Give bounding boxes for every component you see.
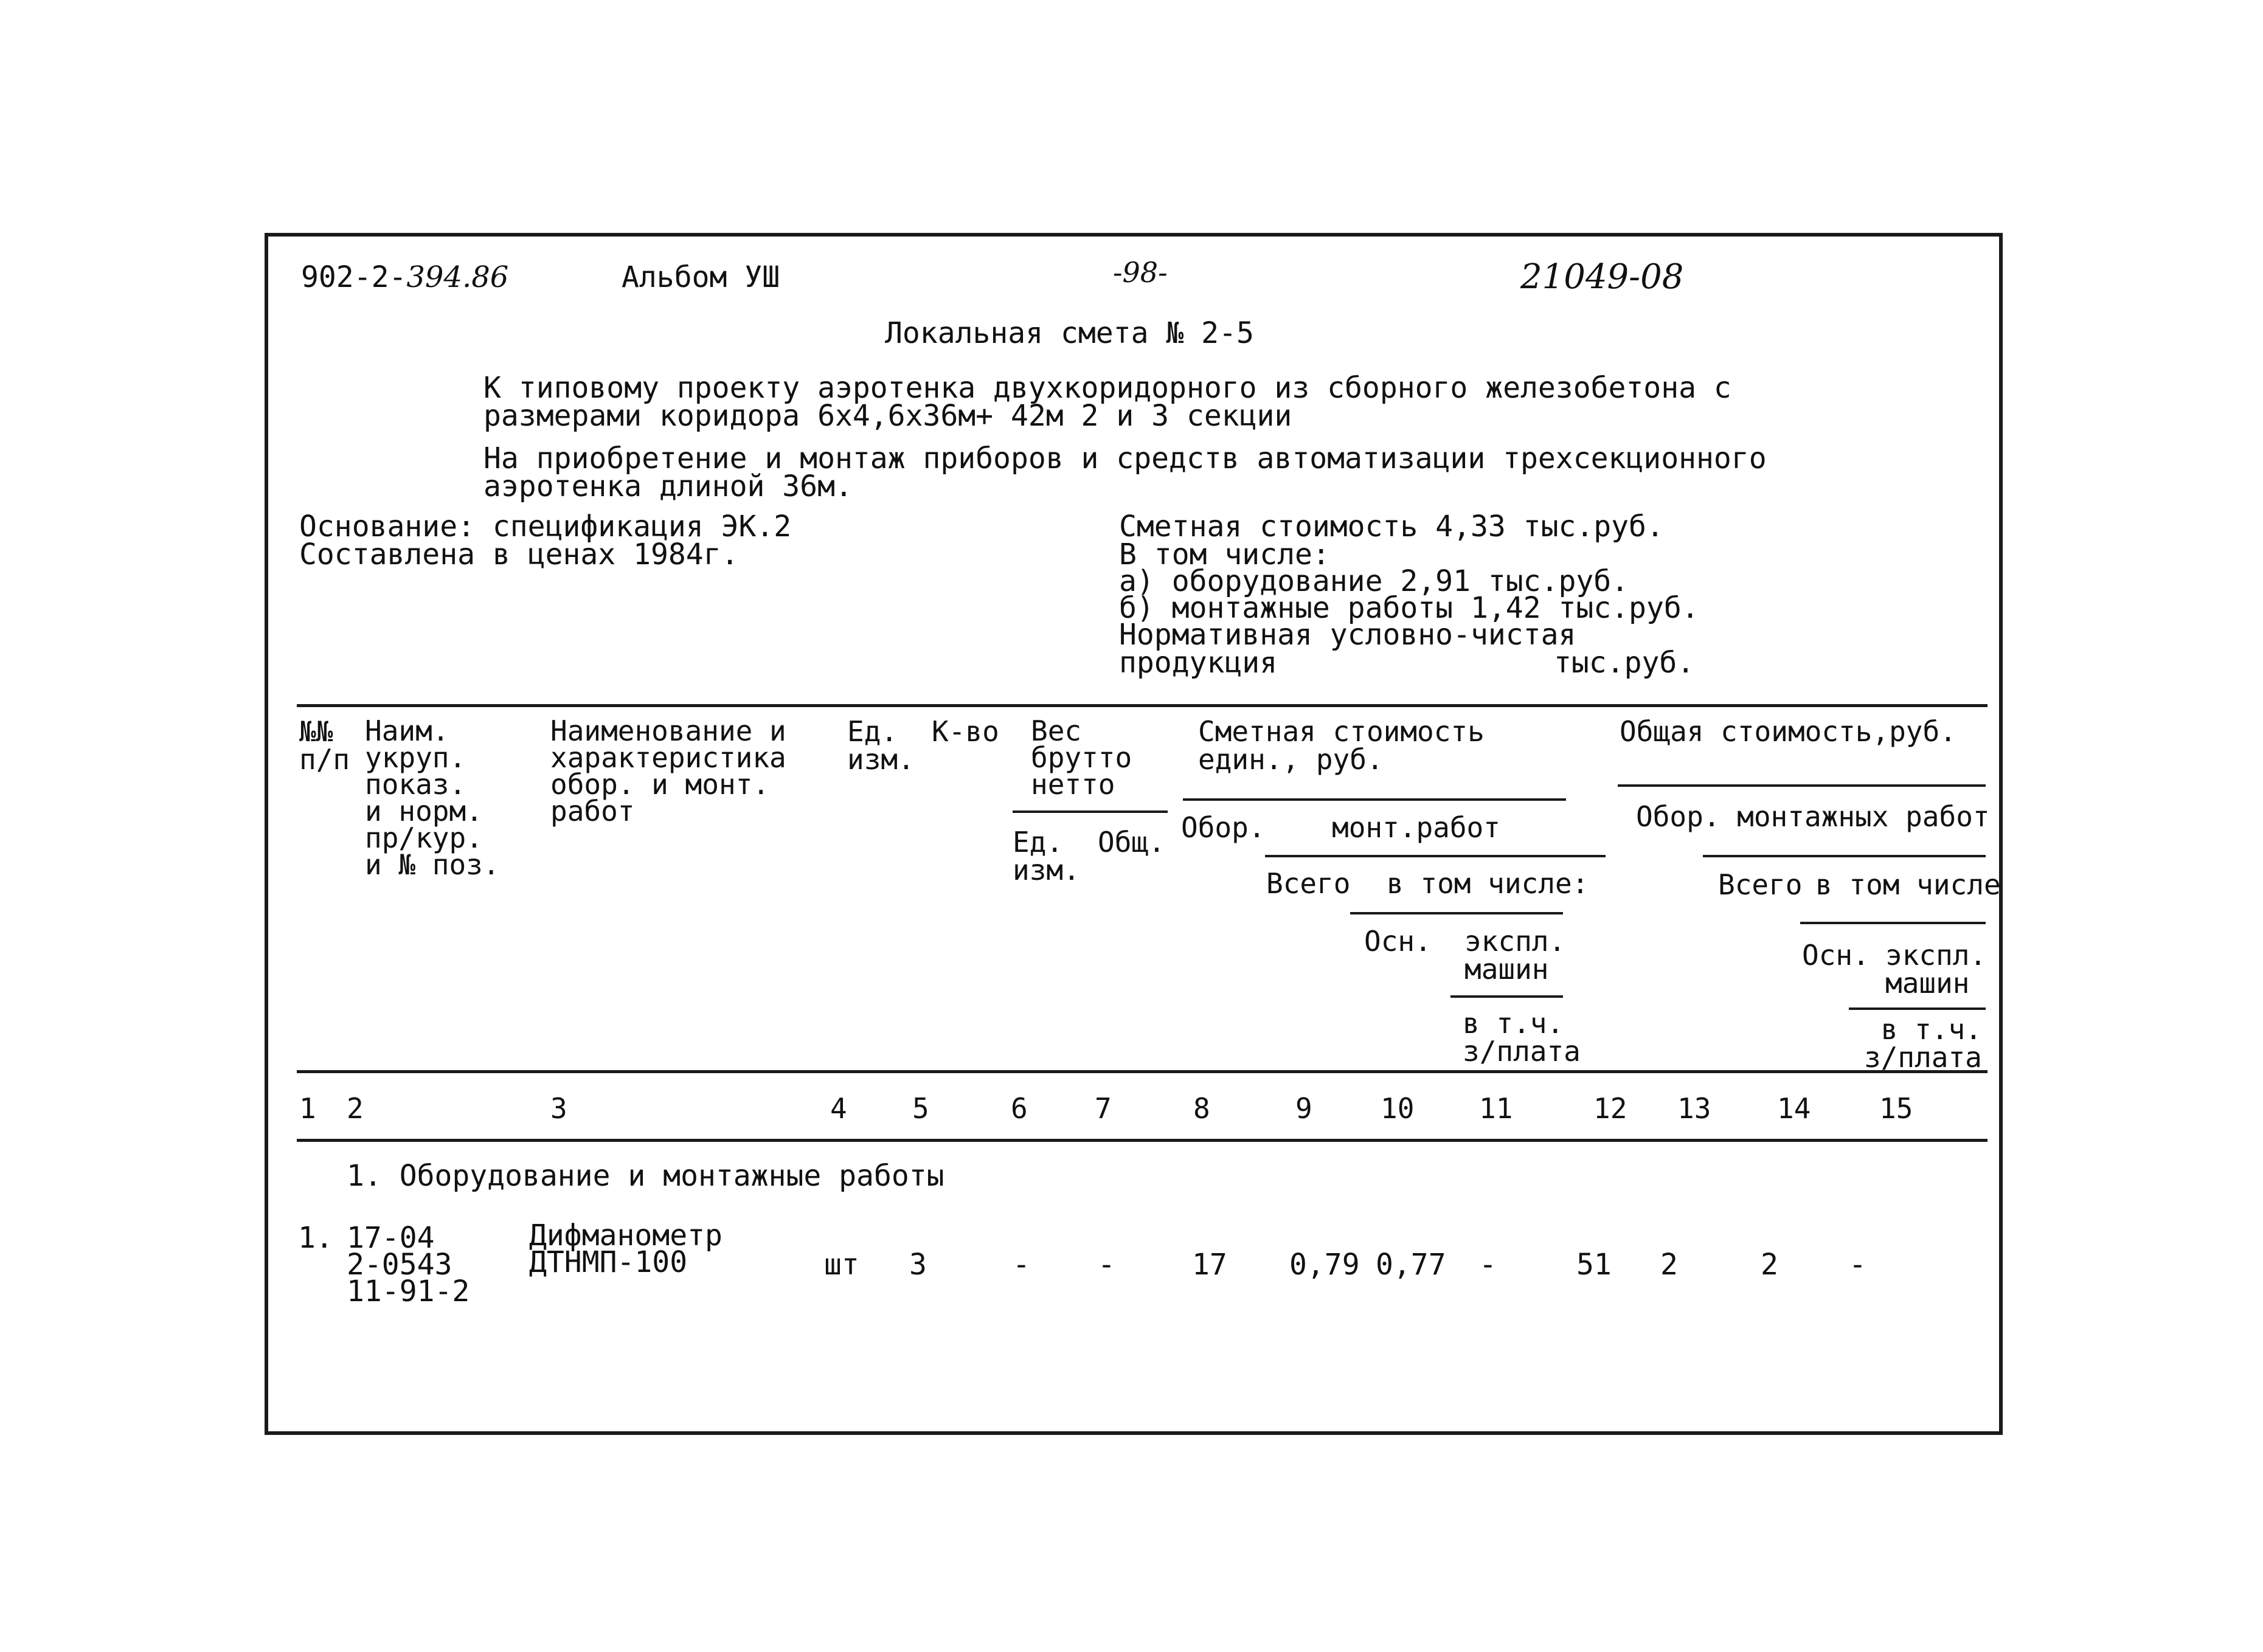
- rule-numbers-bottom: [297, 1139, 1987, 1142]
- header-col-4: Ед. изм.: [847, 715, 915, 776]
- colnum-15: 15: [1879, 1092, 1913, 1125]
- row-code-2: 2-0543: [347, 1248, 452, 1282]
- rule-total-incl: [1800, 922, 1986, 924]
- row-weight-total: -: [1098, 1248, 1115, 1282]
- subject-line-2: размерами коридора 6х4,6х36м+ 42м 2 и 3 секции: [483, 399, 1292, 433]
- document-code: [301, 260, 509, 294]
- rule-unit-incl: [1350, 912, 1563, 914]
- header-total-sub: Обор. монтажных работ: [1636, 800, 1990, 833]
- header-weight-total: Общ.: [1098, 826, 1165, 859]
- rule-unit-mount: [1265, 855, 1606, 857]
- cost-summary-4: б) монтажные работы 1,42 тыс.руб.: [1119, 591, 1699, 625]
- subject-line-1: К типовому проекту аэротенка двухкоридорного из сборного железобетона с: [483, 371, 1731, 405]
- header-total-cost: Общая стоимость,руб.: [1620, 715, 1956, 748]
- row-name-2: ДТНМП-100: [529, 1245, 688, 1279]
- row-col-13: 2: [1660, 1248, 1678, 1282]
- cost-summary-6b: тыс.руб.: [1554, 646, 1695, 680]
- row-col-14: 2: [1761, 1248, 1778, 1282]
- album-label: Альбом УШ: [622, 260, 780, 294]
- document-code-typed: 902-2-: [301, 260, 407, 294]
- colnum-7: 7: [1095, 1092, 1112, 1125]
- colnum-10: 10: [1381, 1092, 1415, 1125]
- section-title: 1. Оборудование и монтажные работы: [347, 1159, 944, 1193]
- row-col-15: -: [1849, 1248, 1866, 1282]
- rule-unit-mach: [1450, 995, 1563, 998]
- header-total-wage: в т.ч. з/плата: [1864, 1013, 1982, 1074]
- colnum-14: 14: [1777, 1092, 1811, 1125]
- subject-line-3: На приобретение и монтаж приборов и средств автоматизации трехсекционного: [483, 441, 1767, 475]
- header-col-3: Наименование и характеристика обор. и монт. работ: [550, 714, 786, 828]
- table-top-rule: [297, 704, 1987, 707]
- rule-total-mach: [1849, 1007, 1986, 1010]
- row-col-10: 0,77: [1376, 1248, 1446, 1282]
- colnum-1: 1: [299, 1092, 316, 1125]
- rule-unit-cost: [1183, 798, 1566, 801]
- basis-line-2: Составлена в ценах 1984г.: [299, 537, 739, 572]
- header-unit-mount: монт.работ: [1332, 811, 1500, 844]
- colnum-5: 5: [912, 1092, 929, 1125]
- header-unit-mach: экспл. машин: [1464, 925, 1566, 986]
- colnum-13: 13: [1677, 1092, 1711, 1125]
- header-total-total: Всего: [1718, 868, 1803, 901]
- colnum-2: 2: [347, 1092, 364, 1125]
- subject-line-4: аэротенка длиной 36м.: [483, 469, 853, 503]
- colnum-12: 12: [1593, 1092, 1627, 1125]
- colnum-8: 8: [1193, 1092, 1210, 1125]
- header-unit-cost: Сметная стоимость един., руб.: [1198, 715, 1485, 776]
- colnum-6: 6: [1011, 1092, 1028, 1125]
- header-unit-base: Осн.: [1364, 925, 1432, 958]
- row-quantity: 3: [909, 1248, 927, 1282]
- header-weight: Вес брутто нетто: [1031, 714, 1132, 801]
- row-code-3: 11-91-2: [347, 1274, 470, 1308]
- rule-weight: [1013, 810, 1168, 813]
- header-weight-unit: Ед. изм.: [1013, 826, 1080, 886]
- header-total-base: Осн.: [1802, 939, 1870, 972]
- header-col-5: К-во: [932, 715, 999, 748]
- header-col-2: Наим. укруп. показ. и норм. пр/кур. и № поз.: [365, 714, 500, 881]
- row-code-1: 17-04: [347, 1221, 435, 1255]
- page-number: -98-: [1113, 256, 1168, 289]
- colnum-3: 3: [550, 1092, 567, 1125]
- row-col-12: 51: [1576, 1248, 1612, 1282]
- row-number: 1.: [298, 1221, 333, 1255]
- row-col-9: 0,79: [1289, 1248, 1360, 1282]
- document-code-handwritten: 394.86: [406, 260, 509, 294]
- colnum-9: 9: [1295, 1092, 1312, 1125]
- header-unit-equip: Обор.: [1181, 811, 1266, 844]
- row-weight-unit: -: [1013, 1248, 1030, 1282]
- rule-total-mount: [1703, 855, 1986, 857]
- rule-header-bottom: [297, 1070, 1987, 1073]
- basis-line-1: Основание: спецификация ЭК.2: [299, 510, 792, 544]
- colnum-11: 11: [1479, 1092, 1513, 1125]
- rule-total-cost: [1618, 784, 1986, 787]
- sheet-code: 21049-08: [1520, 257, 1684, 297]
- row-unit: шт: [824, 1248, 859, 1282]
- row-col-11: -: [1479, 1248, 1497, 1282]
- cost-summary-2: В том числе:: [1119, 537, 1330, 572]
- header-col-1: №№ п/п: [299, 715, 350, 776]
- row-col-8: 17: [1192, 1248, 1227, 1282]
- header-total-mach: экспл. машин: [1885, 939, 1987, 1000]
- header-unit-total: Всего: [1266, 867, 1351, 900]
- estimate-title: Локальная смета № 2-5: [885, 316, 1254, 350]
- header-unit-wage: в т.ч. з/плата: [1463, 1007, 1581, 1068]
- cost-summary-3: а) оборудование 2,91 тыс.руб.: [1119, 564, 1629, 598]
- header-total-incl: в том числе: [1815, 868, 2001, 901]
- cost-summary-6a: продукция: [1119, 646, 1278, 680]
- cost-summary-5: Нормативная условно-чистая: [1119, 618, 1576, 652]
- header-unit-incl: в том числе:: [1387, 867, 1589, 900]
- colnum-4: 4: [830, 1092, 847, 1125]
- cost-summary-1: Сметная стоимость 4,33 тыс.руб.: [1119, 510, 1664, 544]
- row-name-1: Дифманометр: [529, 1218, 723, 1253]
